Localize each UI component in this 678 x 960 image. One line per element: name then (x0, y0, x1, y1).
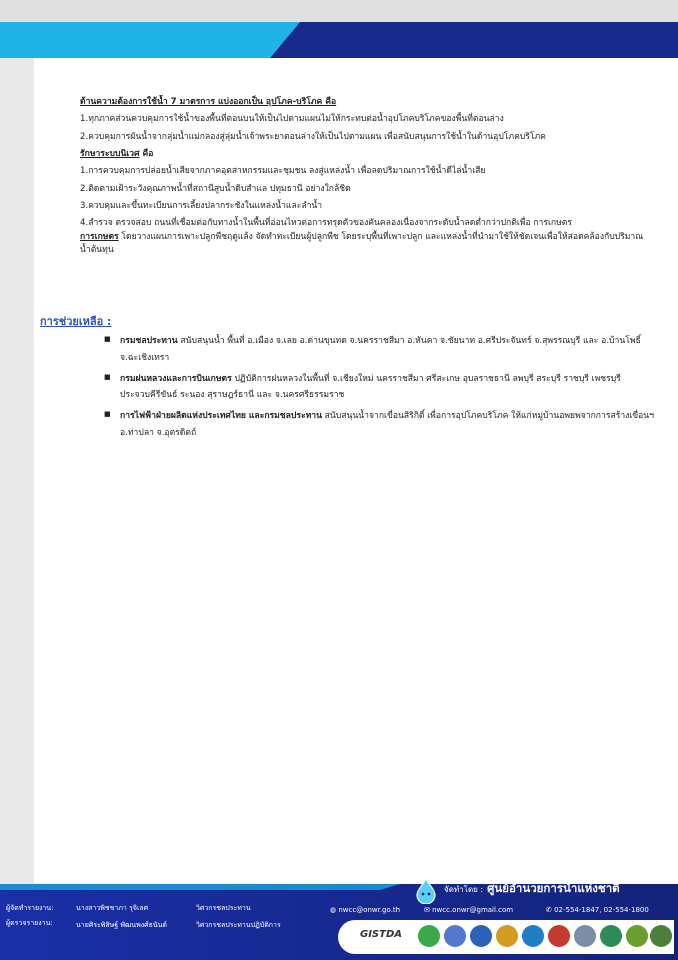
mail-icon: ✉ (424, 906, 433, 914)
agriculture-label: การเกษตร (80, 231, 119, 242)
org-name: ศูนย์อำนวยการน้ำแห่งชาติ (487, 881, 620, 895)
help-title: การช่วยเหลือ : (40, 315, 112, 328)
prepared-role: วิศวกรชลประทาน (196, 904, 251, 912)
help-text: สนับสนุนน้ำ พื้นที่ อ.เมือง จ.เลย อ.ด่านขุนทด จ.นครราชสีมา อ.หันคา จ.ชัยนาท อ.ศรีประจันทร์ จ.สุพรรณบุรี และ อ.บ้านโพธิ์ จ.ฉะเชิงเทรา (120, 336, 641, 363)
org-title (444, 880, 620, 898)
email2-text: nwcc.onwr@gmail.com (432, 906, 514, 914)
measure-item-4-rest: โดยวางแผนการเพาะปลูกพืชฤดูแล้ง จัดทำทะเบียนผู้ปลูกพืช โดยระบุพื้นที่เพาะปลูก และแหล่งน้ำที่นำมาใช้ให้ชัดเจนเพื่อให้สอดคล้องกับปริมาณน้ำต้นทุน (80, 231, 644, 255)
phone-contact[interactable] (546, 906, 649, 914)
org-prefix: จัดทำโดย : (444, 885, 484, 894)
section-heading-suffix: คือ (139, 148, 154, 159)
help-item (104, 408, 656, 442)
partner-logo-icon (600, 925, 622, 947)
top-margin (0, 0, 678, 22)
prepared-label: ผู้จัดทำรายงาน: (6, 904, 54, 912)
partner-logo-icon (418, 925, 440, 947)
help-list (104, 333, 656, 446)
bullet-icon: ■ (104, 410, 111, 418)
email1-text: nwcc@onwr.go.th (338, 906, 401, 914)
help-item (104, 371, 656, 405)
phone-icon: ✆ (546, 906, 555, 914)
partner-logo-icon (496, 925, 518, 947)
checked-role: วิศวกรชลประทานปฏิบัติการ (196, 921, 281, 929)
partner-logo-icon (444, 925, 466, 947)
checked-label: ผู้ตรวจรายงาน: (6, 919, 53, 927)
partner-logo-icon (650, 925, 672, 947)
partner-logo-icon (522, 925, 544, 947)
email-contact-2[interactable] (424, 906, 513, 914)
help-org: การไฟฟ้าฝ่ายผลิตแห่งประเทศไทย และกรมชลประทาน (120, 411, 322, 421)
measure-item-4 (80, 217, 650, 257)
bullet-icon: ■ (104, 372, 111, 381)
section-heading-ecosystem: รักษาระบบนิเวศ (80, 148, 140, 159)
web-icon: ◍ (330, 906, 339, 914)
gistda-logo: GISTDA (360, 929, 402, 940)
water-drop-logo (414, 878, 438, 904)
measure-item: 2.ควบคุมการผันน้ำจากลุ่มน้ำแม่กลองสู่ลุ่มน้ำเจ้าพระยาตอนล่างให้เป็นไปตามแผน เพื่อสนับสนุนการใช้น้ำในด้านอุปโภคบริโภค (80, 131, 546, 142)
partner-logo-icon (574, 925, 596, 947)
header-band (0, 22, 678, 58)
measure-item-4-main: 4.สำรวจ ตรวจสอบ ถนนที่เชื่อมต่อกับทางน้ำในพื้นที่อ่อนไหวต่อการทรุดตัวของคันคลองเนื่องจากระดับน้ำลดต่ำกว่าปกติเพื่อ การเกษตร (80, 218, 572, 229)
partner-logo-icon (548, 925, 570, 947)
help-org: กรมฝนหลวงและการบินเกษตร (120, 373, 232, 384)
partner-logo-icon (470, 925, 492, 947)
measure-item: 2.ติดตามเฝ้าระวังคุณภาพน้ำที่สถานีสูบน้ำดิบสำแล ปทุมธานี อย่างใกล้ชิด (80, 183, 351, 194)
measure-item: 3.ควบคุมและขึ้นทะเบียนการเลี้ยงปลากระชังในแหล่งน้ำและลำน้ำ (80, 200, 323, 211)
prepared-name: นางสาวพิชชาภา รุจิเลศ (76, 904, 149, 912)
bullet-icon: ■ (104, 335, 111, 343)
email-contact-1[interactable] (330, 906, 400, 914)
measure-item: 1.การควบคุมการปล่อยน้ำเสียจากภาคอุตสาหกรรมและชุมชน ลงสู่แหล่งน้ำ เพื่อลดปริมาณการใช้น้ำดีไล่น้ำเสีย (80, 166, 486, 177)
help-text: สนับสนุนน้ำจากเขื่อนสิริกิติ์ เพื่อการอุปโภคบริโภค ให้แก่หมู่บ้านอพยพจากการสร้างเขื่อนฯ อ.ท่าปลา จ.อุตรดิตถ์ (120, 411, 655, 438)
phone-text: 02-554-1847, 02-554-1800 (554, 906, 649, 914)
partner-logos (338, 920, 674, 954)
measures-section (80, 96, 650, 261)
help-org: กรมชลประทาน (120, 336, 178, 346)
partner-logo-icon (626, 925, 648, 947)
measure-item: 1.ทุกภาคส่วนควบคุมการใช้น้ำของพื้นที่ตอนบนให้เป็นไปตามแผนไม่ให้กระทบต่อน้ำอุปโภคบริโภคของพื้นที่ตอนล่าง (80, 114, 504, 125)
checked-name: นายศิระพิสิษฐ์ พัฒนพงศ์ธนันต์ (76, 921, 167, 929)
section-heading-water-demand: ด้านความต้องการใช้น้ำ 7 มาตรการ แบ่งออกเป็น อุปโภค-บริโภค คือ (80, 97, 337, 107)
help-text: ปฏิบัติการฝนหลวงในพื้นที่ จ.เชียงใหม่ นครราชสีมา ศรีสะเกษ อุบลราชธานี ลพบุรี สระบุรี ราชบุรี เพชรบุรี ประจวบคีรีขันธ์ ระนอง สุราษฎร์ธานี และ จ.นครศรีธรรมราช (120, 373, 621, 401)
help-item (104, 333, 656, 367)
